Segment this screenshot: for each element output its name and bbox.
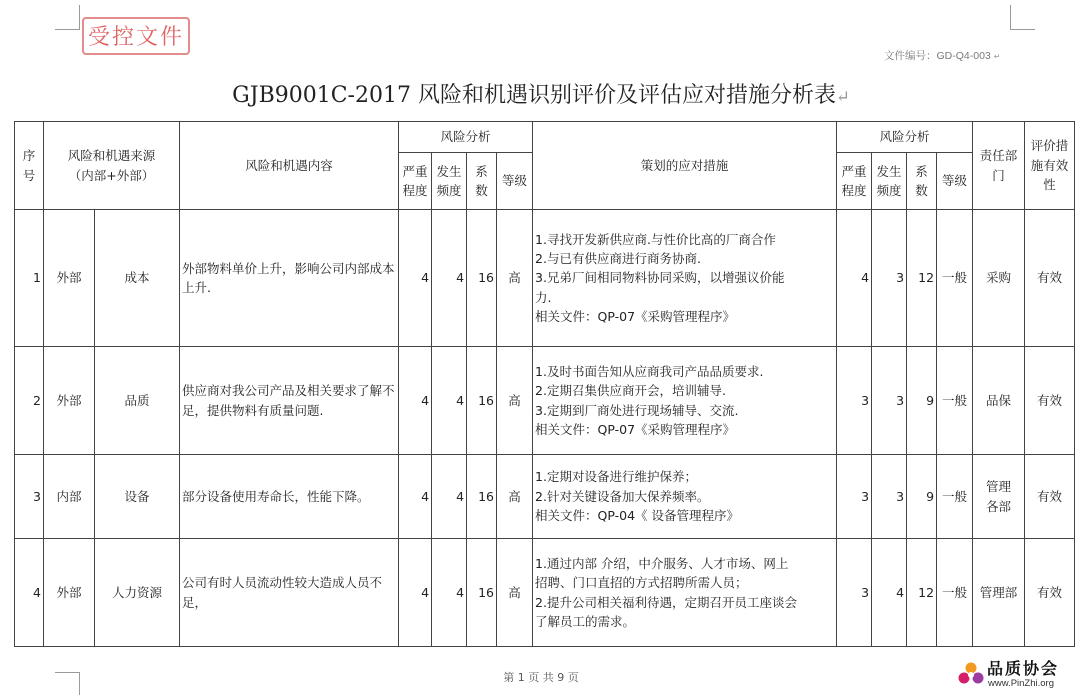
effectiveness-value: 有效 — [1025, 210, 1075, 347]
measures-list — [533, 455, 837, 539]
header-content: 风险和机遇内容 — [180, 122, 399, 210]
risk-origin: 外部 — [44, 539, 95, 647]
table-row — [15, 347, 1075, 455]
header-coefficient-after: 系 数 — [907, 153, 937, 210]
header-effectiveness: 评价措 施有效 性 — [1025, 122, 1075, 210]
grade-after-value: 一般 — [937, 210, 973, 347]
header-owner: 责任部 门 — [973, 122, 1025, 210]
measure-line: 2.定期召集供应商开会，培训辅导. — [535, 383, 726, 399]
coefficient-value: 16 — [467, 455, 497, 539]
risk-content: 部分设备使用寿命长，性能下降。 — [180, 455, 399, 539]
coefficient-after-value: 12 — [907, 539, 937, 647]
header-grade-after: 等级 — [937, 153, 973, 210]
grade-after-value: 一般 — [937, 455, 973, 539]
severity-value: 4 — [399, 210, 432, 347]
frequency-value: 4 — [432, 539, 467, 647]
severity-after-value: 3 — [837, 455, 872, 539]
site-logo[interactable] — [955, 656, 1075, 692]
document-number: 文件编号：GD-Q4-003 ↵ — [884, 50, 1001, 62]
effectiveness-value: 有效 — [1025, 347, 1075, 455]
corner-crop-mark-top-left — [55, 5, 80, 30]
header-source: 风险和机遇来源 （内部+外部） — [44, 122, 180, 210]
risk-category: 设备 — [95, 455, 180, 539]
risk-origin: 外部 — [44, 210, 95, 347]
controlled-document-stamp: 受控文件 — [82, 17, 190, 55]
measure-line: 2.提升公司相关福利待遇，定期召开员工座谈会 — [535, 594, 797, 610]
severity-after-value: 3 — [837, 347, 872, 455]
risk-category: 成本 — [95, 210, 180, 347]
measure-line: 3.兄弟厂间相同物料协同采购，以增强议价能 — [535, 270, 785, 286]
frequency-after-value: 3 — [872, 210, 907, 347]
severity-value: 4 — [399, 539, 432, 647]
measure-line: 招聘、门口直招的方式招聘所需人员； — [535, 575, 748, 591]
risk-category: 品质 — [95, 347, 180, 455]
risk-category: 人力资源 — [95, 539, 180, 647]
effectiveness-value: 有效 — [1025, 539, 1075, 647]
frequency-value: 4 — [432, 347, 467, 455]
logo-flower-icon — [957, 661, 985, 689]
measure-line: 相关文件：QP-07《采购管理程序》 — [535, 309, 736, 325]
grade-after-value: 一般 — [937, 539, 973, 647]
risk-origin: 内部 — [44, 455, 95, 539]
frequency-after-value: 3 — [872, 347, 907, 455]
header-frequency-after: 发生 频度 — [872, 153, 907, 210]
header-risk-analysis: 风险分析 — [399, 122, 533, 153]
header-frequency: 发生 频度 — [432, 153, 467, 210]
severity-after-value: 4 — [837, 210, 872, 347]
header-seq: 序 号 — [15, 122, 44, 210]
severity-value: 4 — [399, 347, 432, 455]
frequency-after-value: 4 — [872, 539, 907, 647]
header-measures: 策划的应对措施 — [533, 122, 837, 210]
logo-text: 品质协会 — [987, 659, 1060, 678]
risk-origin: 外部 — [44, 347, 95, 455]
risk-content: 供应商对我公司产品及相关要求了解不足，提供物料有质量问题. — [180, 347, 399, 455]
measure-line: 1.定期对设备进行维护保养； — [535, 469, 697, 485]
header-grade: 等级 — [497, 153, 533, 210]
measure-line: 力. — [535, 289, 552, 305]
risk-analysis-table — [14, 121, 1075, 647]
severity-value: 4 — [399, 455, 432, 539]
row-number: 4 — [15, 539, 44, 647]
header-severity: 严重 程度 — [399, 153, 432, 210]
frequency-value: 4 — [432, 210, 467, 347]
owner-department: 管理部 — [973, 539, 1025, 647]
measures-list — [533, 210, 837, 347]
measures-list — [533, 539, 837, 647]
header-risk-analysis-after: 风险分析 — [837, 122, 973, 153]
table-header-row-1 — [15, 122, 1075, 153]
grade-value: 高 — [497, 210, 533, 347]
measure-line: 相关文件：QP-04《 设备管理程序》 — [535, 508, 740, 524]
row-number: 2 — [15, 347, 44, 455]
grade-value: 高 — [497, 539, 533, 647]
risk-content: 外部物料单价上升，影响公司内部成本上升. — [180, 210, 399, 347]
frequency-value: 4 — [432, 455, 467, 539]
severity-after-value: 3 — [837, 539, 872, 647]
coefficient-after-value: 9 — [907, 455, 937, 539]
measure-line: 3.定期到厂商处进行现场辅导、交流. — [535, 402, 739, 418]
owner-department: 品保 — [973, 347, 1025, 455]
owner-department: 管理 各部 — [973, 455, 1025, 539]
owner-department: 采购 — [973, 210, 1025, 347]
corner-crop-mark-top-right — [1010, 5, 1035, 30]
logo-url: www.PinZhi.org — [988, 678, 1054, 689]
coefficient-value: 16 — [467, 347, 497, 455]
risk-content: 公司有时人员流动性较大造成人员不足， — [180, 539, 399, 647]
header-severity-after: 严重 程度 — [837, 153, 872, 210]
frequency-after-value: 3 — [872, 455, 907, 539]
row-number: 1 — [15, 210, 44, 347]
page-footer: 第 1 页 共 9 页 — [503, 671, 579, 684]
measure-line: 1.寻找开发新供应商.与性价比高的厂商合作 — [535, 231, 776, 247]
coefficient-value: 16 — [467, 210, 497, 347]
coefficient-after-value: 9 — [907, 347, 937, 455]
coefficient-after-value: 12 — [907, 210, 937, 347]
measure-line: 了解员工的需求。 — [535, 613, 636, 629]
measure-line: 2.针对关键设备加大保养频率。 — [535, 488, 710, 504]
row-number: 3 — [15, 455, 44, 539]
effectiveness-value: 有效 — [1025, 455, 1075, 539]
header-coefficient: 系 数 — [467, 153, 497, 210]
measure-line: 相关文件：QP-07《采购管理程序》 — [535, 421, 736, 437]
grade-after-value: 一般 — [937, 347, 973, 455]
grade-value: 高 — [497, 455, 533, 539]
measure-line: 1.通过内部 介绍，中介服务、人才市场、网上 — [535, 555, 789, 571]
table-row — [15, 539, 1075, 647]
table-row — [15, 210, 1075, 347]
measure-line: 1.及时书面告知从应商我司产品品质要求. — [535, 363, 764, 379]
grade-value: 高 — [497, 347, 533, 455]
measures-list — [533, 347, 837, 455]
table-row — [15, 455, 1075, 539]
coefficient-value: 16 — [467, 539, 497, 647]
measure-line: 2.与已有供应商进行商务协商. — [535, 250, 701, 266]
page-title: GJB9001C-2017 风险和机遇识别评价及评估应对措施分析表↵ — [232, 83, 850, 108]
